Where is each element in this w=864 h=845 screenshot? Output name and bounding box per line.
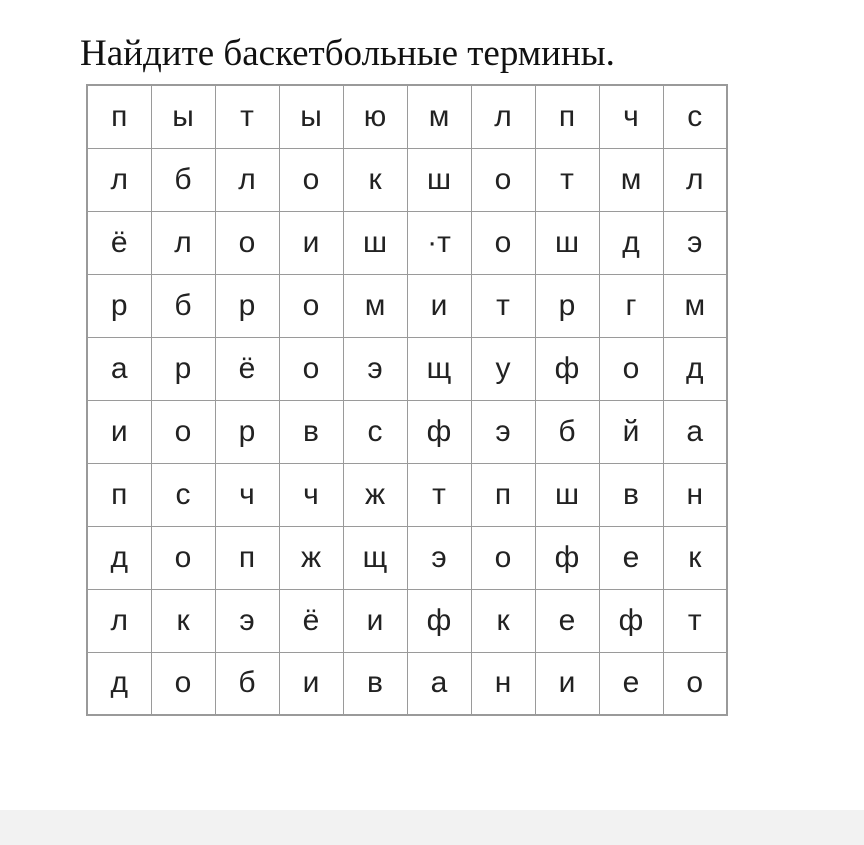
grid-cell: л — [87, 148, 151, 211]
grid-cell: т — [535, 148, 599, 211]
grid-cell: л — [215, 148, 279, 211]
grid-row — [87, 463, 727, 526]
word-search-grid — [86, 84, 728, 716]
puzzle-title: Найдите баскетбольные термины. — [80, 33, 615, 74]
grid-cell: м — [599, 148, 663, 211]
grid-cell: о — [151, 400, 215, 463]
grid-row — [87, 652, 727, 715]
grid-row — [87, 211, 727, 274]
grid-cell: е — [599, 652, 663, 715]
grid-cell: с — [663, 85, 727, 148]
grid-cell: т — [471, 274, 535, 337]
grid-cell: п — [471, 463, 535, 526]
grid-cell: б — [215, 652, 279, 715]
grid-cell: д — [599, 211, 663, 274]
grid-cell: р — [215, 274, 279, 337]
grid-cell: о — [151, 526, 215, 589]
grid-cell: г — [599, 274, 663, 337]
grid-cell: в — [343, 652, 407, 715]
grid-cell: и — [535, 652, 599, 715]
grid-cell: ё — [215, 337, 279, 400]
grid-cell: р — [215, 400, 279, 463]
grid-cell: п — [87, 85, 151, 148]
grid-cell: к — [471, 589, 535, 652]
grid-cell: е — [535, 589, 599, 652]
grid-cell: п — [535, 85, 599, 148]
grid-cell: ф — [535, 337, 599, 400]
grid-cell: р — [151, 337, 215, 400]
grid-cell: с — [151, 463, 215, 526]
grid-cell: а — [407, 652, 471, 715]
grid-cell: ч — [279, 463, 343, 526]
grid-cell: б — [535, 400, 599, 463]
grid-cell: а — [87, 337, 151, 400]
grid-cell: ж — [343, 463, 407, 526]
grid-cell: щ — [407, 337, 471, 400]
grid-cell: щ — [343, 526, 407, 589]
grid-cell: м — [343, 274, 407, 337]
grid-cell: р — [87, 274, 151, 337]
grid-cell: в — [279, 400, 343, 463]
grid-cell: ю — [343, 85, 407, 148]
grid-cell: д — [87, 652, 151, 715]
grid-cell: ы — [279, 85, 343, 148]
grid-cell: т — [407, 463, 471, 526]
grid-row — [87, 148, 727, 211]
grid-cell: й — [599, 400, 663, 463]
grid-cell: е — [599, 526, 663, 589]
grid-cell: м — [407, 85, 471, 148]
grid-cell: э — [343, 337, 407, 400]
grid-cell: ё — [87, 211, 151, 274]
grid-cell: у — [471, 337, 535, 400]
grid-cell: о — [471, 526, 535, 589]
grid-cell: к — [151, 589, 215, 652]
grid-cell: м — [663, 274, 727, 337]
grid-cell: ч — [599, 85, 663, 148]
grid-cell: ы — [151, 85, 215, 148]
grid-cell: э — [471, 400, 535, 463]
grid-cell: т — [215, 85, 279, 148]
grid-cell: а — [663, 400, 727, 463]
grid-row — [87, 589, 727, 652]
grid-cell: ф — [535, 526, 599, 589]
grid-cell: ш — [535, 211, 599, 274]
grid-cell: о — [215, 211, 279, 274]
grid-cell: ч — [215, 463, 279, 526]
grid-cell: о — [279, 148, 343, 211]
grid-cell: д — [663, 337, 727, 400]
grid-cell: о — [151, 652, 215, 715]
grid-cell: о — [279, 274, 343, 337]
grid-cell: и — [343, 589, 407, 652]
grid-cell: э — [663, 211, 727, 274]
grid-cell: с — [343, 400, 407, 463]
grid-cell: ф — [407, 589, 471, 652]
grid-cell: ё — [279, 589, 343, 652]
grid-cell: ·т — [407, 211, 471, 274]
grid-cell: к — [663, 526, 727, 589]
grid-cell: л — [663, 148, 727, 211]
grid-cell: р — [535, 274, 599, 337]
grid-cell: о — [599, 337, 663, 400]
grid-cell: н — [471, 652, 535, 715]
grid-cell: и — [279, 652, 343, 715]
grid-cell: т — [663, 589, 727, 652]
grid-cell: э — [215, 589, 279, 652]
grid-cell: э — [407, 526, 471, 589]
grid-cell: и — [87, 400, 151, 463]
grid-row — [87, 274, 727, 337]
grid-row — [87, 85, 727, 148]
grid-body — [87, 85, 727, 715]
grid-cell: п — [87, 463, 151, 526]
grid-cell: н — [663, 463, 727, 526]
grid-cell: ф — [599, 589, 663, 652]
grid-cell: и — [407, 274, 471, 337]
footer-bar — [0, 810, 864, 845]
grid-cell: к — [343, 148, 407, 211]
grid-cell: о — [279, 337, 343, 400]
grid-cell: ф — [407, 400, 471, 463]
grid-cell: л — [151, 211, 215, 274]
grid-cell: в — [599, 463, 663, 526]
grid-cell: о — [471, 148, 535, 211]
grid-cell: п — [215, 526, 279, 589]
grid-row — [87, 526, 727, 589]
grid-cell: д — [87, 526, 151, 589]
grid-cell: б — [151, 148, 215, 211]
grid-cell: ш — [407, 148, 471, 211]
grid-cell: ш — [535, 463, 599, 526]
grid-cell: ш — [343, 211, 407, 274]
grid-cell: л — [87, 589, 151, 652]
grid-cell: л — [471, 85, 535, 148]
grid-row — [87, 337, 727, 400]
grid-cell: б — [151, 274, 215, 337]
grid-row — [87, 400, 727, 463]
grid-cell: ж — [279, 526, 343, 589]
grid-cell: о — [663, 652, 727, 715]
grid-cell: о — [471, 211, 535, 274]
grid-cell: и — [279, 211, 343, 274]
